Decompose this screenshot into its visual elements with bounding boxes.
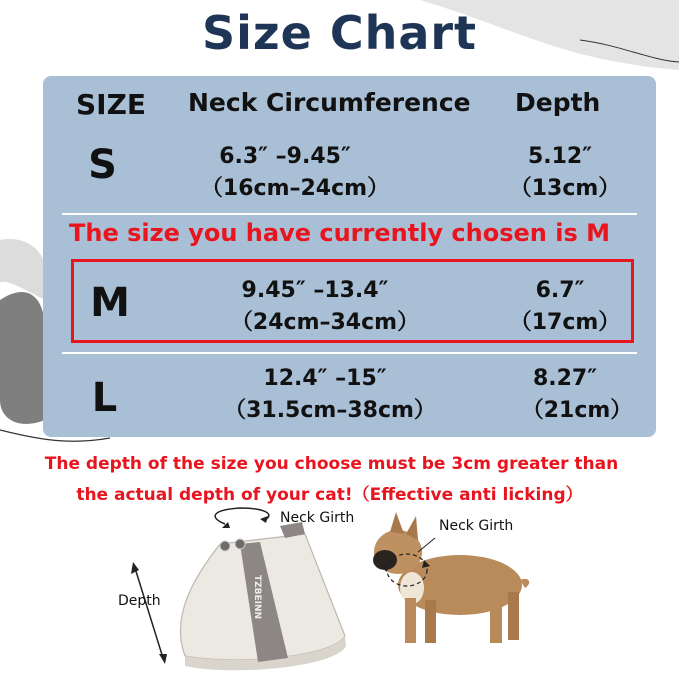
row-l-depth-in: 8.27″ [532, 366, 598, 391]
row-l-neck-in: 12.4″ –15″ [263, 366, 387, 391]
divider [62, 352, 637, 354]
cone-collar-illustration [100, 486, 400, 676]
row-m-neck-cm: （24cm–34cm） [230, 310, 420, 335]
row-m-depth-in: 6.7″ [535, 278, 585, 303]
cone-neck-girth-label: Neck Girth [280, 510, 355, 526]
brand-text: TZBEINN [252, 575, 262, 620]
note-line-1: The depth of the size you choose must be 3cm greater than [44, 454, 619, 474]
row-s-neck-in: 6.3″ –9.45″ [219, 144, 351, 169]
size-s: S [88, 142, 117, 188]
page-title: Size Chart [201, 6, 478, 60]
row-l-depth-cm: （21cm） [521, 398, 633, 423]
divider [62, 213, 637, 215]
row-s-depth-cm: （13cm） [509, 176, 621, 201]
dog-illustration [360, 510, 560, 670]
row-m-neck-in: 9.45″ –13.4″ [241, 278, 389, 303]
chosen-size-text: The size you have currently chosen is M [69, 219, 610, 247]
note-line-2: the actual depth of your cat!（Effective anti licking） [76, 485, 583, 505]
size-l: L [91, 375, 118, 421]
size-m: M [90, 280, 130, 326]
header-size: SIZE [76, 88, 147, 121]
dog-neck-girth-label: Neck Girth [439, 518, 514, 534]
depth-label: Depth [118, 593, 161, 609]
row-s-neck-cm: （16cm–24cm） [200, 176, 390, 201]
row-s-depth-in: 5.12″ [527, 144, 593, 169]
row-l-neck-cm: （31.5cm–38cm） [224, 398, 436, 423]
header-neck: Neck Circumference [188, 88, 471, 117]
row-m-depth-cm: （17cm） [509, 310, 621, 335]
header-depth: Depth [515, 88, 601, 117]
